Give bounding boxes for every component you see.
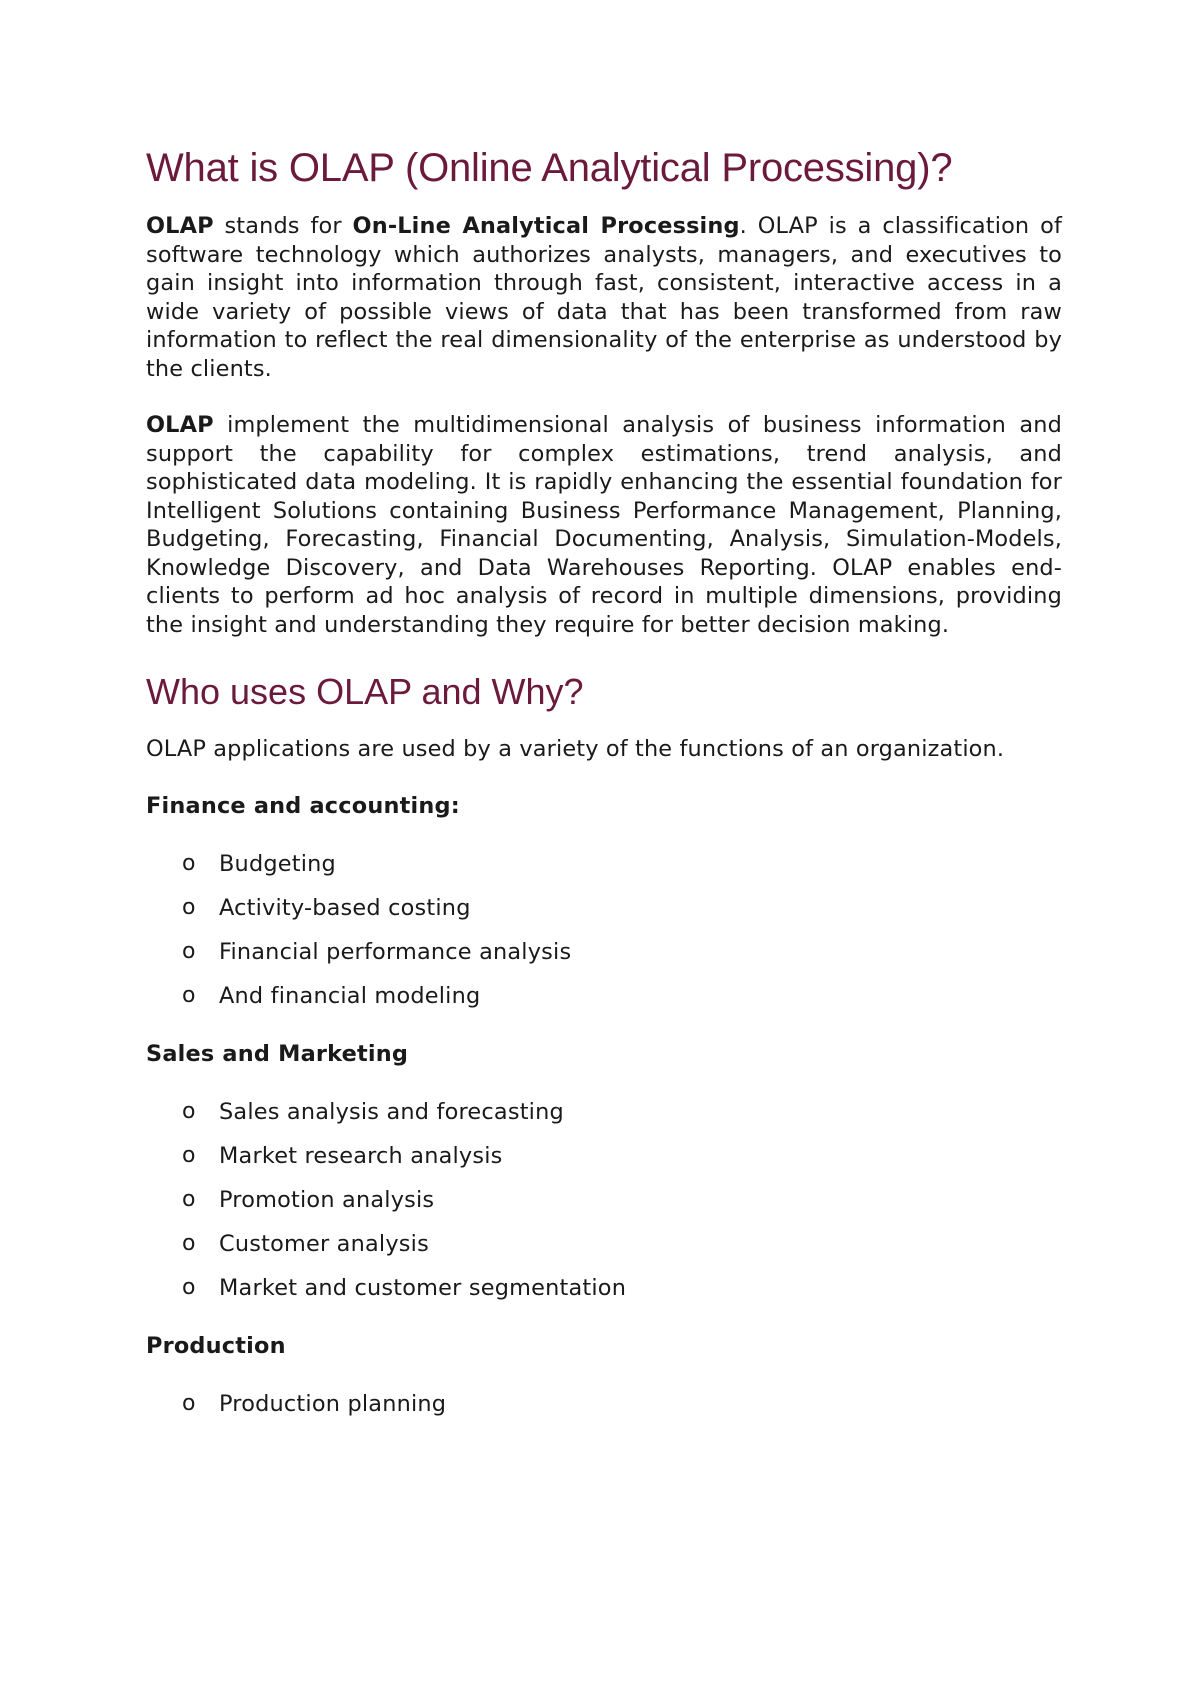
intro-paragraph [146,212,1062,383]
bullet-icon: o [182,1142,196,1168]
second-paragraph [146,411,1062,639]
intro-stands-for: stands for [213,213,353,239]
section-sales [146,1040,1062,1302]
list-item [146,1142,1062,1170]
bullet-icon: o [182,938,196,964]
section-production [146,1332,1062,1418]
section-heading: Production [146,1332,286,1359]
uses-intro-paragraph: OLAP applications are used by a variety of the functions of an organization. [146,736,1005,762]
second-term: OLAP [146,412,214,438]
section-finance [146,792,1062,1010]
list-item-label: Production planning [219,1390,447,1417]
list-item [146,1274,1062,1302]
list-item-label: Promotion analysis [219,1186,435,1213]
list-item-label: Sales analysis and forecasting [219,1098,564,1125]
sales-list [146,1098,1062,1302]
bullet-icon: o [182,894,196,920]
list-item [146,1186,1062,1214]
section-heading: Finance and accounting: [146,792,460,819]
intro-term: OLAP [146,213,214,239]
list-item [146,1098,1062,1126]
list-item-label: Market and customer segmentation [219,1274,627,1301]
bullet-icon: o [182,1274,196,1300]
list-item [146,894,1062,922]
list-item [146,850,1062,878]
finance-list [146,850,1062,1010]
second-rest: implement the multidimensional analysis of business information and support the capability for complex estimations, trend analysis, and sophisticated data modeling. It is rapidly enhancing the essential foundation for Intelligent Solutions containing Business Performance Management, Planning, Budgeting, Forecasting, Financial Documenting, Analysis, Simulation-Models, Knowledge Discovery, and Data Warehouses Reporting. OLAP enables end-clients to perform ad hoc analysis of record in multiple dimensions, providing the insight and understanding they require for better decision making. [146,412,1062,638]
page-title: What is OLAP (Online Analytical Processing)? [146,146,953,190]
intro-rest: . OLAP is a classification of software technology which authorizes analysts, managers, and executives to gain insight into information through fast, consistent, interactive access in a wide variety of possible views of data that has been transformed from raw information to reflect the real dimensionality of the enterprise as understood by the clients. [146,213,1062,382]
bullet-icon: o [182,1098,196,1124]
document-page [146,140,1062,1448]
list-item-label: Market research analysis [219,1142,503,1169]
list-item [146,1390,1062,1418]
bullet-icon: o [182,982,196,1008]
list-item-label: And financial modeling [219,982,481,1009]
section-heading: Sales and Marketing [146,1040,409,1067]
intro-expansion: On-Line Analytical Processing [352,213,740,239]
section-title: Who uses OLAP and Why? [146,671,584,712]
bullet-icon: o [182,1186,196,1212]
list-item-label: Budgeting [219,850,336,877]
list-item [146,982,1062,1010]
list-item-label: Financial performance analysis [219,938,572,965]
list-item [146,938,1062,966]
list-item-label: Activity-based costing [219,894,471,921]
bullet-icon: o [182,850,196,876]
bullet-icon: o [182,1230,196,1256]
production-list [146,1390,1062,1418]
bullet-icon: o [182,1390,196,1416]
list-item-label: Customer analysis [219,1230,429,1257]
list-item [146,1230,1062,1258]
